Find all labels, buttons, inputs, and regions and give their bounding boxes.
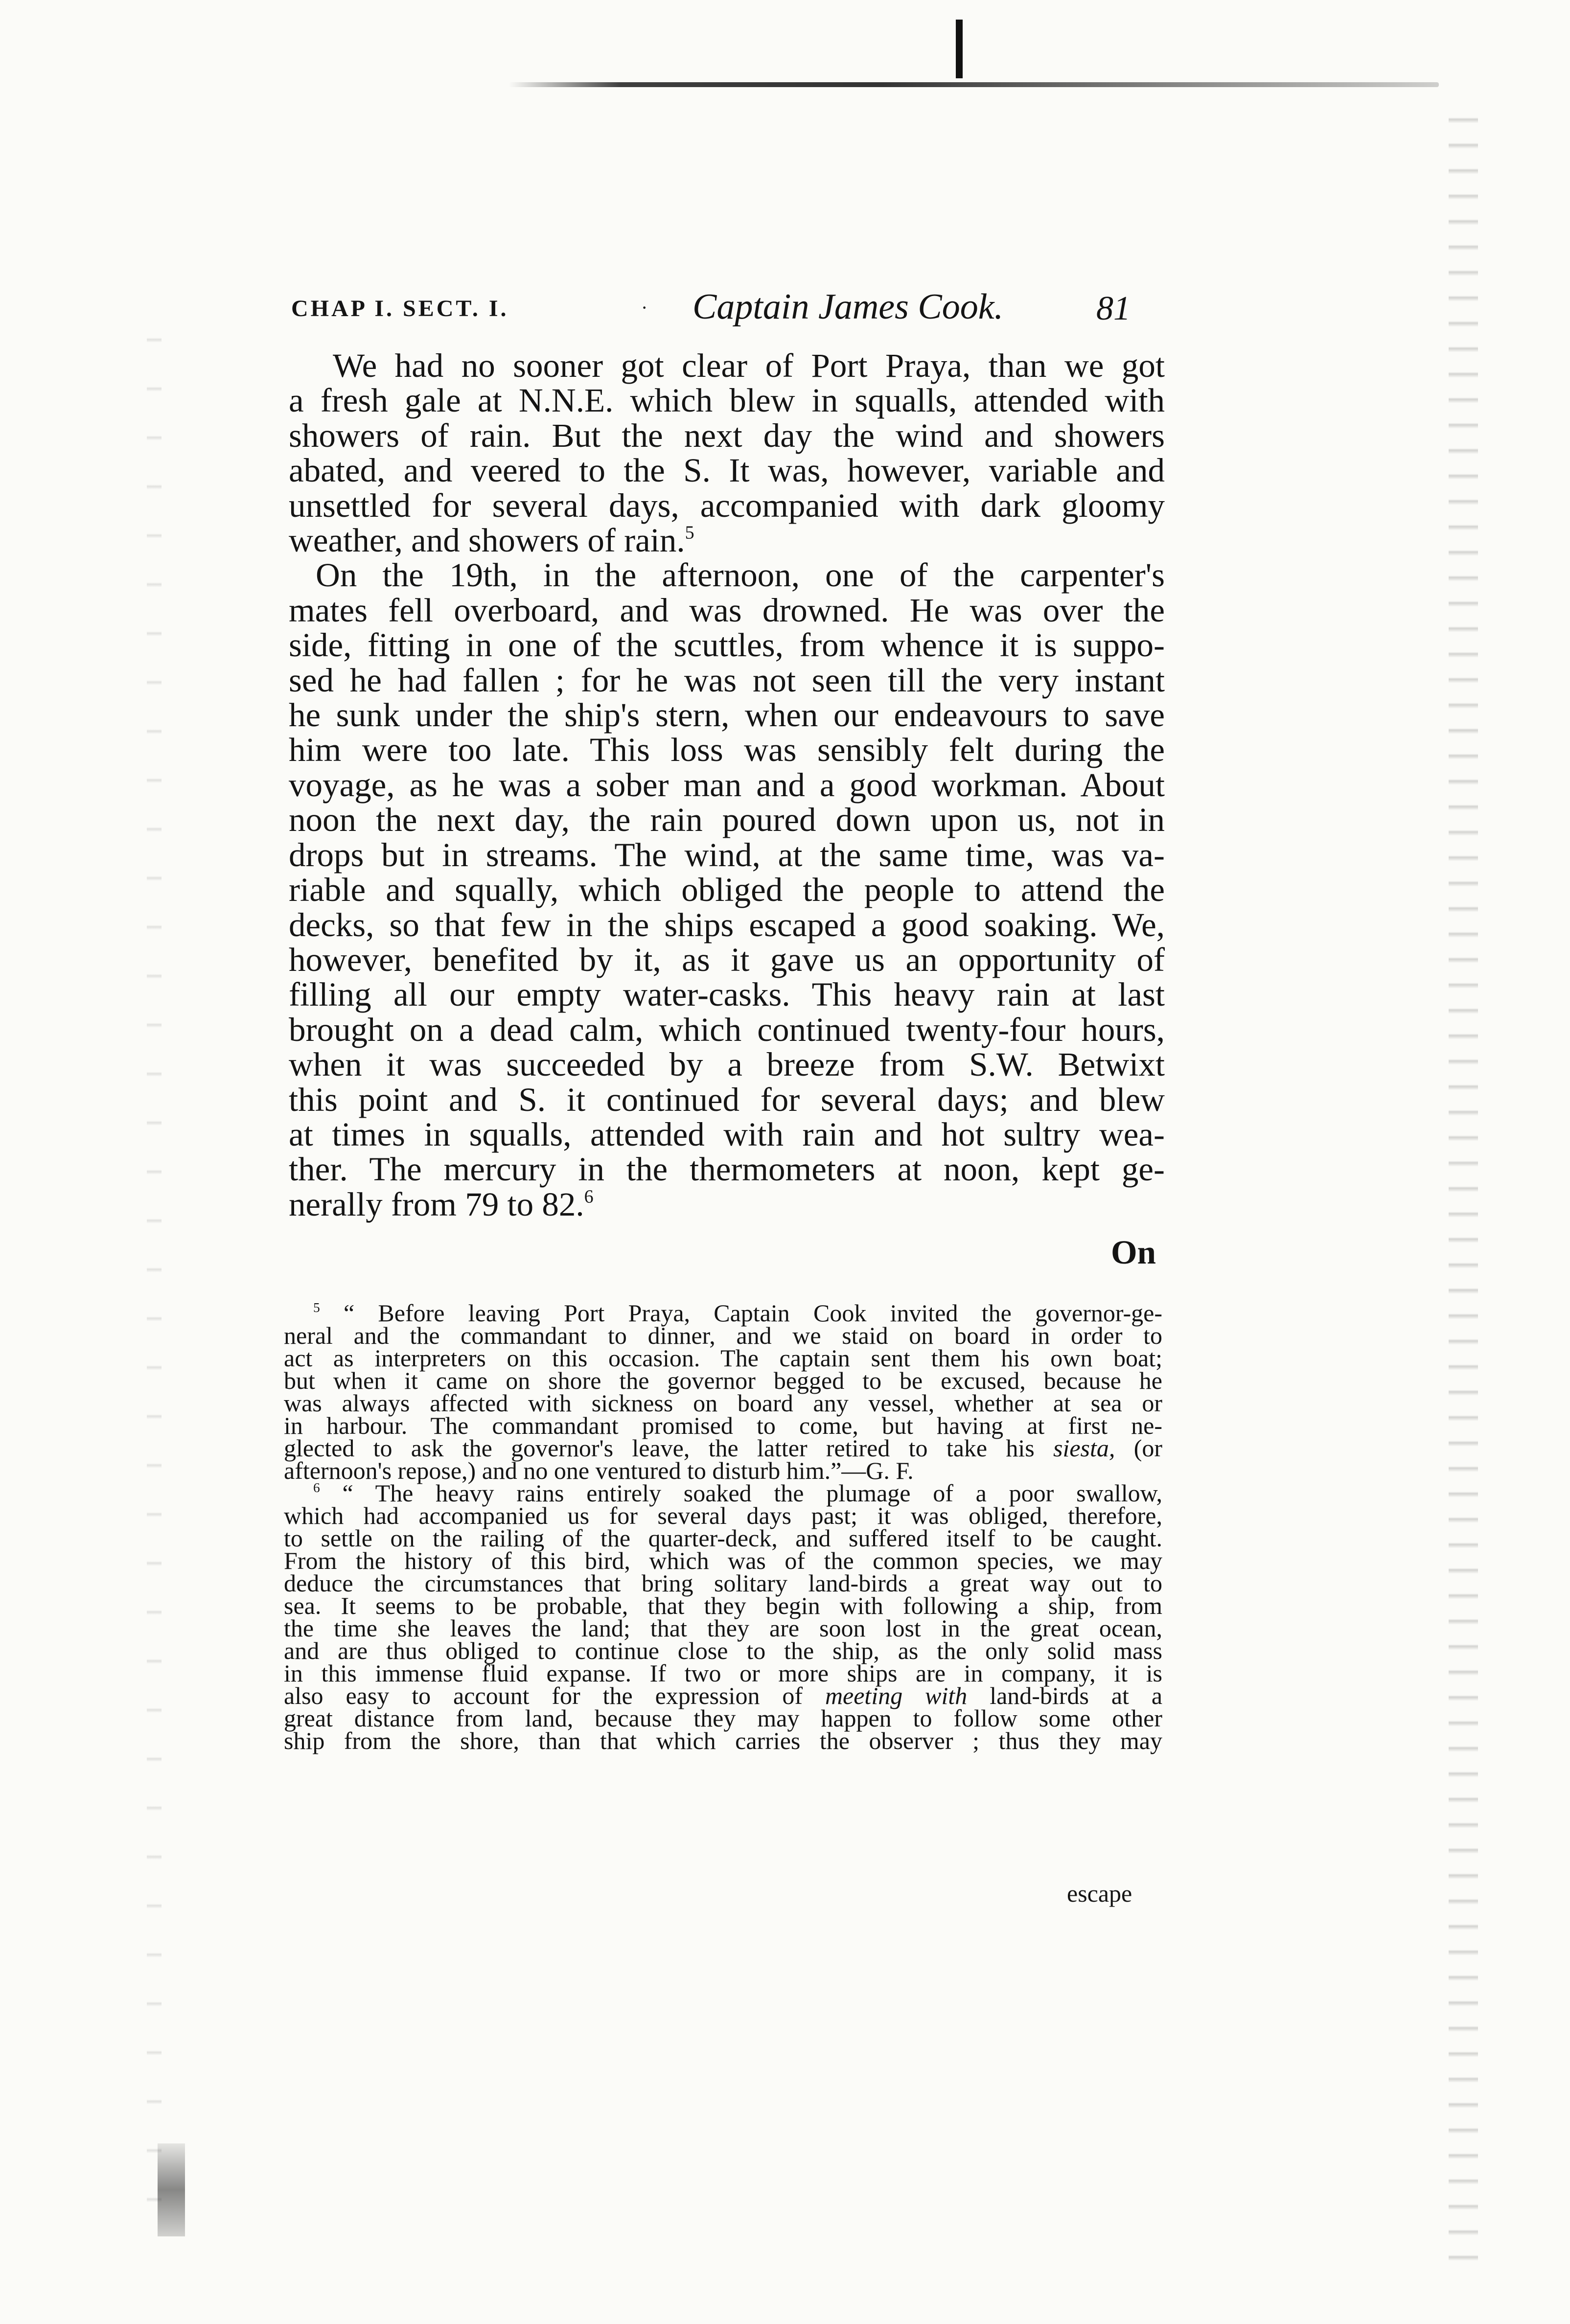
running-header [291,286,1172,335]
page-title: Captain James Cook. [693,287,1004,327]
scan-left-edge [147,294,162,2202]
page-number: 81 [1096,290,1131,327]
scan-mark [956,20,963,78]
body-line: drops but in streams. The wind, at the same time, was va- [289,836,1165,874]
footnote-line: in harbour. The commandant promised to come, but having at first ne- [284,1412,1162,1439]
footnote-line-text: land-birds at a [990,1682,1163,1709]
footnote-line: sea. It seems to be probable, that they begin with following a ship, from [284,1592,1162,1619]
note-ref-6: 6 [584,1186,594,1207]
footnote-line: was always affected with sickness on board any vessel, whether at sea or [284,1389,1162,1417]
footnote-line [284,1479,1162,1507]
body-line: a fresh gale at N.N.E. which blew in squalls, attended with [289,382,1165,419]
footnote-line: From the history of this bird, which was of the common species, we may [284,1547,1162,1574]
body-line: he sunk under the ship's stern, when our endeavours to save [289,696,1165,734]
footnote-line [284,1434,1163,1462]
body-text [289,348,1165,1222]
footnote-line: and are thus obliged to continue close to the ship, as the only solid mass [284,1637,1162,1664]
body-line: however, benefited by it, as it gave us an opportunity of [289,941,1165,978]
footnote-line: neral and the commandant to dinner, and we staid on board in order to [284,1322,1162,1349]
footnote-mark-5: 5 [313,1299,320,1315]
footnote-line [284,1684,1162,1707]
footnote-catchword: escape [1067,1880,1132,1907]
scan-left-smudge [158,2143,185,2236]
footnote-line: but when it came on shore the governor begged to be excused, because he [284,1367,1162,1394]
scan-top-rule [509,82,1439,87]
body-line [289,1187,1165,1222]
body-line: decks, so that few in the ships escaped a good soaking. We, [289,906,1165,943]
header-dot: · [641,297,648,319]
body-line: ther. The mercury in the thermometers at noon, kept ge- [289,1150,1165,1188]
footnotes [284,1299,1163,1754]
body-line: side, fitting in one of the scuttles, from whence it is suppo- [289,626,1165,664]
footnote-line: in this immense fluid expanse. If two or more ships are in company, it is [284,1659,1162,1687]
body-line-text: weather, and showers of rain. [289,522,685,559]
footnote-line-text: also easy to account for the expression of [284,1682,803,1709]
body-line: voyage, as he was a sober man and a good workman. About [289,766,1165,804]
body-line: when it was succeeded by a breeze from S.W. Betwixt [289,1046,1165,1083]
body-line: filling all our empty water-casks. This heavy rain at last [289,976,1165,1013]
footnote-line: deduce the circumstances that bring solitary land-birds a great way out to [284,1569,1162,1597]
footnote-mark-6: 6 [313,1479,320,1495]
body-line: unsettled for several days, accompanied with dark gloomy [289,486,1165,524]
body-line: On the 19th, in the afternoon, one of the carpenter's [316,556,1165,594]
footnote-line: ship from the shore, than that which carries the observer ; thus they may [284,1727,1162,1754]
body-line: at times in squalls, attended with rain and hot sultry wea- [289,1115,1165,1153]
chapter-heading: CHAP I. SECT. I. [291,296,509,322]
body-line-text: nerally from 79 to 82. [289,1185,584,1223]
note-ref-5: 5 [685,522,694,543]
footnote-line: act as interpreters on this occasion. The captain sent them his own boat; [284,1344,1162,1372]
body-line: brought on a dead calm, which continued twenty-four hours, [289,1011,1165,1048]
body-line: showers of rain. But the next day the wind and showers [289,416,1165,454]
body-line: riable and squally, which obliged the people to attend the [289,871,1165,909]
body-line: We had no sooner got clear of Port Praya, than we got [333,347,1165,384]
footnote-line: to settle on the railing of the quarter-deck, and suffered itself to be caught. [284,1524,1162,1552]
italic-siesta: siesta, [1053,1434,1115,1462]
footnote-line: the time she leaves the land; that they are soon lost in the great ocean, [284,1614,1162,1642]
italic-meeting-with: meeting with [825,1682,968,1709]
body-line: this point and S. it continued for several days; and blew [289,1081,1165,1118]
body-line: abated, and veered to the S. It was, however, variable and [289,452,1165,489]
body-line: sed he had fallen ; for he was not seen till the very instant [289,661,1165,699]
footnote-line-text: “ The heavy rains entirely soaked the plumage of a poor swallow, [342,1479,1162,1507]
footnote-line [284,1299,1162,1327]
body-line: noon the next day, the rain poured down upon us, not in [289,801,1165,839]
footnote-line-text: “ Before leaving Port Praya, Captain Cook invited the governor-ge- [343,1299,1162,1327]
footnote-line: great distance from land, because they may happen to follow some other [284,1704,1162,1732]
footnote-line: afternoon's repose,) and no one ventured to disturb him.”—G. F. [284,1457,914,1484]
scan-right-edge [1449,98,1478,2276]
body-line: mates fell overboard, and was drowned. He was over the [289,591,1165,629]
body-line: him were too late. This loss was sensibly felt during the [289,731,1165,769]
footnote-line: which had accompanied us for several days past; it was obliged, therefore, [284,1502,1162,1529]
body-line [289,523,1165,558]
catchword: On [1111,1234,1156,1271]
footnote-line-text: (or [1133,1434,1163,1462]
footnote-line-text: glected to ask the governor's leave, the latter retired to take his [284,1434,1035,1462]
